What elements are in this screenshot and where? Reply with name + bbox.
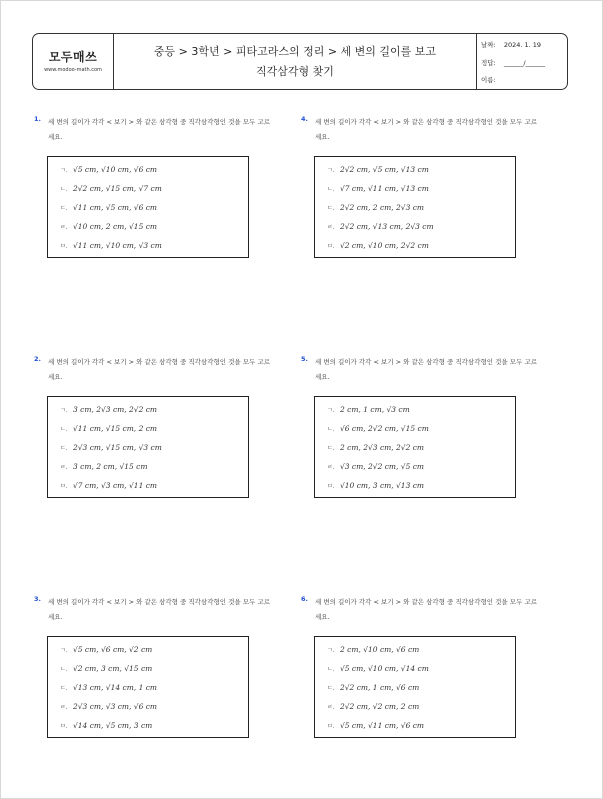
option-text: √13 cm, √14 cm, 1 cm	[73, 683, 158, 692]
options-box	[314, 396, 516, 498]
option-text: 2 cm, 2√3 cm, 2√2 cm	[340, 443, 425, 452]
option-label: ㄷ.	[60, 445, 68, 452]
option-text: 2√2 cm, 2 cm, 2√3 cm	[340, 203, 425, 212]
option-item	[60, 198, 157, 217]
option-item	[60, 659, 152, 678]
option-item	[327, 678, 419, 697]
option-text: √3 cm, 2√2 cm, √5 cm	[340, 462, 425, 471]
options-box	[314, 636, 516, 738]
option-label: ㄱ.	[60, 647, 68, 654]
question-number: 2.	[34, 355, 41, 363]
option-text: 3 cm, 2√3 cm, 2√2 cm	[73, 405, 158, 414]
option-label: ㄴ.	[327, 666, 335, 673]
question-number: 1.	[34, 115, 41, 123]
date-label: 날짜:	[481, 41, 496, 49]
name-row	[481, 75, 567, 84]
options-box	[47, 396, 249, 498]
option-label: ㄱ.	[327, 167, 335, 174]
option-text: √7 cm, √3 cm, √11 cm	[73, 481, 158, 490]
option-text: √7 cm, √11 cm, √13 cm	[340, 184, 429, 193]
option-item	[60, 640, 152, 659]
question-number: 3.	[34, 595, 41, 603]
option-text: 2√2 cm, √15 cm, √7 cm	[73, 184, 162, 193]
option-item	[327, 659, 429, 678]
option-item	[327, 419, 429, 438]
option-text: 2√3 cm, √3 cm, √6 cm	[73, 702, 158, 711]
option-label: ㄴ.	[327, 186, 335, 193]
option-label: ㅁ.	[60, 483, 68, 490]
option-item	[60, 217, 157, 236]
option-item	[60, 457, 148, 476]
date-row	[481, 40, 567, 49]
option-label: ㄷ.	[60, 205, 68, 212]
option-text: √14 cm, √5 cm, 3 cm	[73, 721, 153, 730]
option-text: 2 cm, √10 cm, √6 cm	[340, 645, 420, 654]
logo: 모두매쓰	[48, 50, 98, 64]
option-label: ㅁ.	[327, 243, 335, 250]
option-label: ㄱ.	[327, 647, 335, 654]
option-text: 2√2 cm, 1 cm, √6 cm	[340, 683, 420, 692]
option-text: √5 cm, √6 cm, √2 cm	[73, 645, 153, 654]
option-item	[327, 476, 424, 495]
option-text: √6 cm, 2√2 cm, √15 cm	[340, 424, 429, 433]
option-text: √2 cm, √10 cm, 2√2 cm	[340, 241, 429, 250]
option-item	[327, 236, 429, 255]
option-item	[327, 400, 410, 419]
question-number: 5.	[301, 355, 308, 363]
option-text: √5 cm, √10 cm, √14 cm	[340, 664, 429, 673]
option-text: √11 cm, √5 cm, √6 cm	[73, 203, 158, 212]
option-label: ㄹ.	[60, 464, 68, 471]
option-item	[327, 179, 429, 198]
option-text: 2√2 cm, √13 cm, 2√3 cm	[340, 222, 434, 231]
option-text: 2√2 cm, √2 cm, 2 cm	[340, 702, 420, 711]
options-box	[47, 636, 249, 738]
option-text: 3 cm, 2 cm, √15 cm	[73, 462, 148, 471]
answer-label: 정답:	[481, 59, 496, 67]
question-text: 세 변의 길이가 각각 < 보기 > 와 같은 삼각형 중 직각삼각형인 것을 모두 고르세요.	[315, 358, 537, 381]
option-label: ㄹ.	[60, 704, 68, 711]
question-text: 세 변의 길이가 각각 < 보기 > 와 같은 삼각형 중 직각삼각형인 것을 모두 고르세요.	[48, 118, 270, 141]
option-label: ㄴ.	[60, 186, 68, 193]
question-number: 4.	[301, 115, 308, 123]
option-label: ㄹ.	[327, 704, 335, 711]
option-label: ㄹ.	[327, 464, 335, 471]
worksheet-title-line2: 직각삼각형 찾기	[256, 65, 334, 78]
name-label: 이름:	[481, 76, 496, 84]
option-text: √5 cm, √10 cm, √6 cm	[73, 165, 158, 174]
option-item	[60, 160, 157, 179]
option-text: √10 cm, 2 cm, √15 cm	[73, 222, 158, 231]
logo-url: www.modoo-math.com	[44, 67, 102, 73]
option-item	[327, 697, 419, 716]
option-label: ㄴ.	[60, 666, 68, 673]
option-label: ㅁ.	[60, 243, 68, 250]
option-item	[327, 457, 424, 476]
logo-cell	[33, 34, 114, 89]
option-label: ㄴ.	[60, 426, 68, 433]
answer-blank[interactable]: ______/______	[503, 59, 546, 67]
option-text: √10 cm, 3 cm, √13 cm	[340, 481, 425, 490]
option-label: ㅁ.	[60, 723, 68, 730]
option-label: ㄱ.	[60, 407, 68, 414]
option-label: ㄷ.	[327, 205, 335, 212]
question-text: 세 변의 길이가 각각 < 보기 > 와 같은 삼각형 중 직각삼각형인 것을 모두 고르세요.	[315, 118, 537, 141]
option-text: 2√3 cm, √15 cm, √3 cm	[73, 443, 162, 452]
option-item	[60, 179, 162, 198]
option-item	[60, 678, 157, 697]
option-item	[60, 438, 162, 457]
option-text: √11 cm, √15 cm, 2 cm	[73, 424, 158, 433]
question-text: 세 변의 길이가 각각 < 보기 > 와 같은 삼각형 중 직각삼각형인 것을 모두 고르세요.	[48, 598, 270, 621]
question-text: 세 변의 길이가 각각 < 보기 > 와 같은 삼각형 중 직각삼각형인 것을 모두 고르세요.	[315, 598, 537, 621]
option-item	[327, 640, 419, 659]
option-label: ㄴ.	[327, 426, 335, 433]
option-text: 2√2 cm, √5 cm, √13 cm	[340, 165, 429, 174]
option-label: ㅁ.	[327, 483, 335, 490]
option-item	[60, 400, 157, 419]
option-item	[60, 419, 157, 438]
option-item	[60, 476, 157, 495]
option-label: ㄷ.	[60, 685, 68, 692]
worksheet-header	[32, 33, 568, 90]
option-text: √5 cm, √11 cm, √6 cm	[340, 721, 425, 730]
option-label: ㄹ.	[327, 224, 335, 231]
options-box	[47, 156, 249, 258]
option-item	[60, 697, 157, 716]
worksheet-title-line1: 중등 > 3학년 > 피타고라스의 정리 > 세 변의 길이를 보고	[153, 45, 437, 58]
title-cell	[114, 34, 477, 89]
option-item	[327, 438, 424, 457]
option-label: ㄹ.	[60, 224, 68, 231]
option-item	[327, 716, 424, 735]
option-label: ㄷ.	[327, 685, 335, 692]
option-item	[327, 160, 429, 179]
option-text: √11 cm, √10 cm, √3 cm	[73, 241, 162, 250]
question-number: 6.	[301, 595, 308, 603]
option-item	[60, 716, 152, 735]
date-value: 2024. 1. 19	[503, 41, 542, 49]
option-item	[60, 236, 162, 255]
options-box	[314, 156, 516, 258]
question-text: 세 변의 길이가 각각 < 보기 > 와 같은 삼각형 중 직각삼각형인 것을 모두 고르세요.	[48, 358, 270, 381]
option-label: ㄱ.	[60, 167, 68, 174]
option-label: ㄷ.	[327, 445, 335, 452]
option-item	[327, 217, 434, 236]
option-label: ㅁ.	[327, 723, 335, 730]
option-label: ㄱ.	[327, 407, 335, 414]
option-text: 2 cm, 1 cm, √3 cm	[340, 405, 410, 414]
answer-row	[481, 58, 567, 67]
option-item	[327, 198, 424, 217]
option-text: √2 cm, 3 cm, √15 cm	[73, 664, 153, 673]
